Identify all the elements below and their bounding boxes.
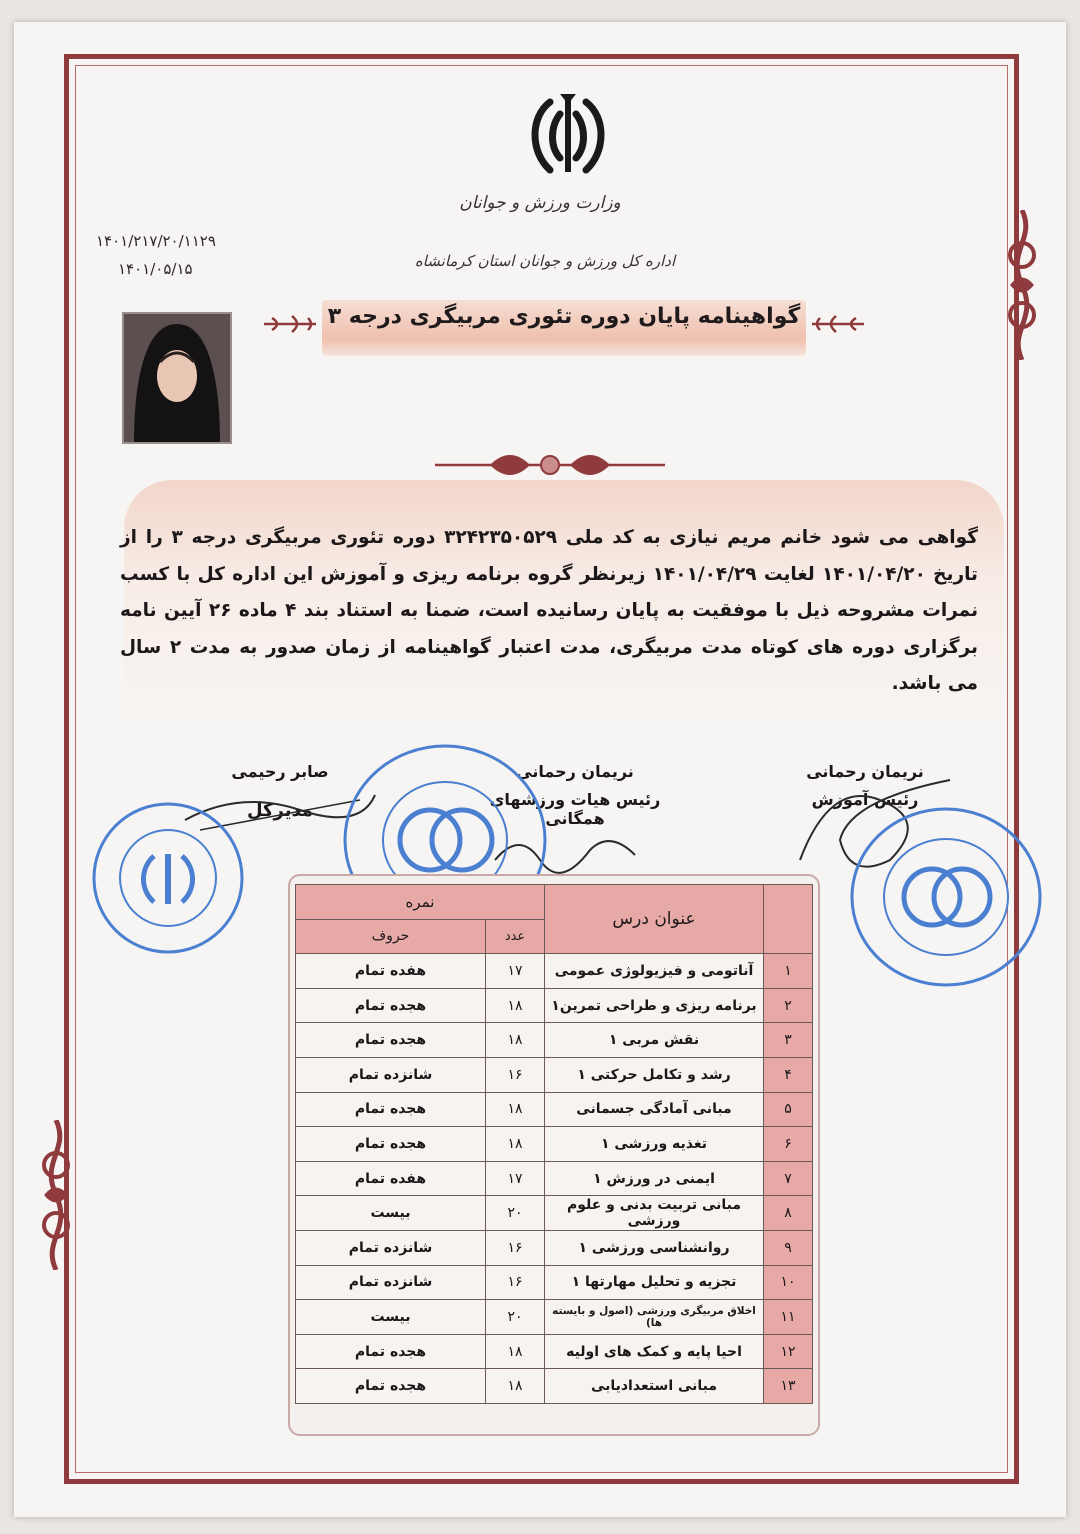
grade-number: ۱۶ [486,1230,545,1265]
right-ornament-icon [996,210,1048,360]
grade-letters: هجده تمام [296,1092,486,1127]
course-title: احیا پایه و کمک های اولیه [545,1334,764,1369]
ministry-name: وزارت ورزش و جوانان [459,193,621,213]
row-index: ۱۰ [764,1265,813,1300]
grade-number: ۱۸ [486,1369,545,1404]
table-row [296,1023,813,1058]
course-title: مبانی تربیت بدنی و علوم ورزشی [545,1196,764,1231]
grade-number: ۱۸ [486,1127,545,1162]
table-row [296,954,813,989]
row-index: ۸ [764,1196,813,1231]
holder-photo [122,312,232,444]
grade-letters: هجده تمام [296,1023,486,1058]
sports-board-head-name: نریمان رحمانی [516,762,634,781]
grade-letters: هفده تمام [296,1161,486,1196]
course-title: مبانی آمادگی جسمانی [545,1092,764,1127]
index-header [764,885,813,954]
grade-letters: هجده تمام [296,1334,486,1369]
reference-number: ۱۴۰۱/۲۱۷/۲۰/۱۱۲۹ [96,232,216,250]
education-head-title: رئیس آموزش [811,790,919,809]
grade-letters: بیست [296,1300,486,1335]
course-title: مبانی استعدادیابی [545,1369,764,1404]
row-index: ۱۱ [764,1300,813,1335]
course-title: روانشناسی ورزشی ۱ [545,1230,764,1265]
grade-number: ۲۰ [486,1196,545,1231]
grade-letters: هجده تمام [296,988,486,1023]
table-row [296,1300,813,1335]
grade-letters: هجده تمام [296,1127,486,1162]
center-flourish-icon [430,445,670,485]
director-title: مدیرکل [246,800,314,821]
grade-letters: هفده تمام [296,954,486,989]
grades-table [295,884,813,1404]
director-name: صابر رحیمی [231,762,329,781]
course-title: آناتومی و فیزیولوژی عمومی [545,954,764,989]
course-title: برنامه ریزی و طراحی تمرین۱ [545,988,764,1023]
grade-number: ۱۸ [486,1023,545,1058]
course-title: ایمنی در ورزش ۱ [545,1161,764,1196]
left-ornament-icon [30,1120,82,1270]
department-name: اداره کل ورزش و جوانان استان کرمانشاه [414,252,676,270]
row-index: ۱۳ [764,1369,813,1404]
grade-letters: شانزده تمام [296,1057,486,1092]
row-index: ۹ [764,1230,813,1265]
title-left-flourish-icon [262,312,318,336]
reference-date: ۱۴۰۱/۰۵/۱۵ [118,260,193,278]
table-row [296,1127,813,1162]
table-row [296,1161,813,1196]
iran-emblem-icon [520,92,616,178]
grade-letters: هجده تمام [296,1369,486,1404]
grade-number: ۱۸ [486,1334,545,1369]
grade-letters: شانزده تمام [296,1230,486,1265]
table-row [296,1369,813,1404]
sports-board-head-title: رئیس هیات ورزشهای همگانی [489,790,661,828]
table-row [296,1092,813,1127]
table-row [296,988,813,1023]
row-index: ۵ [764,1092,813,1127]
certificate-title: گواهینامه پایان دوره تئوری مربیگری درجه ۳ [327,304,801,329]
grade-number: ۱۷ [486,1161,545,1196]
grade-number: ۲۰ [486,1300,545,1335]
table-row [296,1196,813,1231]
table-row [296,1230,813,1265]
row-index: ۳ [764,1023,813,1058]
table-row [296,1334,813,1369]
grade-header: نمره [296,885,545,920]
course-title: تغذیه ورزشی ۱ [545,1127,764,1162]
course-title: نقش مربی ۱ [545,1023,764,1058]
course-title-header: عنوان درس [545,885,764,954]
federation-stamp [846,802,1046,992]
course-title: اخلاق مربیگری ورزشی (اصول و بایسته ها) [545,1300,764,1335]
table-row [296,1265,813,1300]
course-title: تجزیه و تحلیل مهارتها ۱ [545,1265,764,1300]
row-index: ۷ [764,1161,813,1196]
portrait-image [124,314,230,442]
education-head-name: نریمان رحمانی [806,762,924,781]
grade-number: ۱۸ [486,988,545,1023]
title-right-flourish-icon [810,312,866,336]
row-index: ۴ [764,1057,813,1092]
row-index: ۲ [764,988,813,1023]
grade-number: ۱۶ [486,1057,545,1092]
row-index: ۶ [764,1127,813,1162]
certificate-body-text: گواهی می شود خانم مریم نیازی به کد ملی ۳۲۴۲۳۵۰۵۲۹ دوره تئوری مربیگری درجه ۳ را از تاریخ ۱۴۰۱/۰۴/۲۰ لغایت ۱۴۰۱/۰۴/۲۹ زیرنظر گروه برنامه ریزی و آموزش این اداره کل با کسب نمرات مشروحه ذیل با موفقیت به پایان رسانیده است، ضمنا به استناد بند ۴ ماده ۲۶ آیین نامه برگزاری دوره های کوتاه مدت مربیگری، مدت اعتبار گواهینامه از زمان صدور به مدت ۲ سال می باشد. [120,527,979,694]
row-index: ۱۲ [764,1334,813,1369]
course-title: رشد و تکامل حرکتی ۱ [545,1057,764,1092]
grade-number-header: عدد [486,919,545,954]
grade-letters-header: حروف [296,919,486,954]
table-row [296,1057,813,1092]
grade-letters: بیست [296,1196,486,1231]
row-index: ۱ [764,954,813,989]
grade-number: ۱۶ [486,1265,545,1300]
ministry-stamp [88,798,248,958]
grades-table-body [296,954,813,1404]
grade-letters: شانزده تمام [296,1265,486,1300]
grade-number: ۱۸ [486,1092,545,1127]
grade-number: ۱۷ [486,954,545,989]
